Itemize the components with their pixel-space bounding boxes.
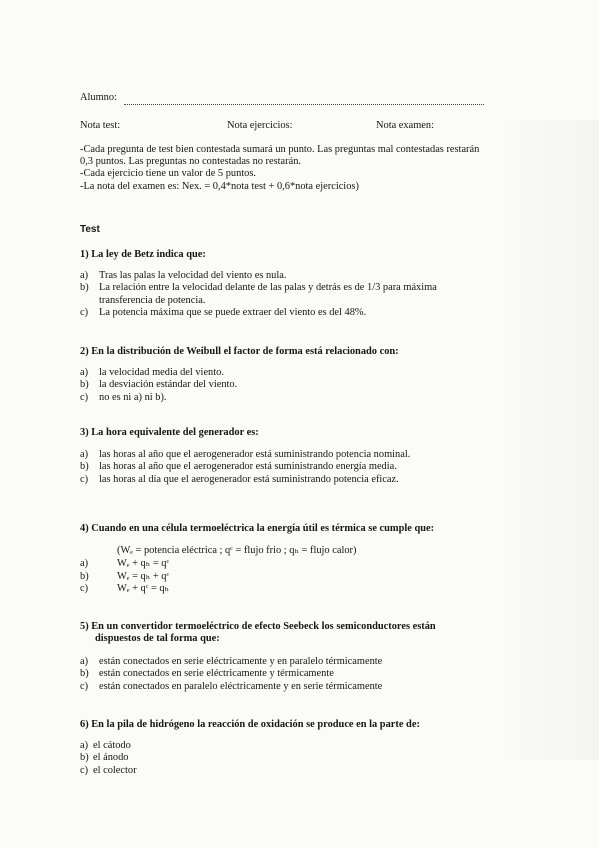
- question-1: [80, 249, 206, 261]
- question-title: 4) Cuando en una célula termoeléctrica la energía útil es térmica se cumple que:: [80, 523, 435, 534]
- option-b-continuation: transferencia de potencia.: [99, 294, 206, 306]
- rule-line: -Cada ejercicio tiene un valor de 5 puntos.: [80, 168, 257, 180]
- formula-legend: (Wₑ = potencia eléctrica ; qᶜ = flujo frio ; qₕ = flujo calor): [117, 545, 357, 556]
- rule-line: -La nota del examen es: Nex. = 0,4*nota test + 0,6*nota ejercicios): [80, 180, 359, 192]
- question-2: [80, 346, 399, 358]
- option-a: a) están conectados en serie eléctricamente y en paralelo térmicamente: [80, 656, 383, 667]
- question-5-options: [80, 656, 382, 693]
- question-4-body: [80, 545, 356, 596]
- question-2-options: [80, 367, 237, 404]
- option-a: a) el cátodo: [80, 740, 131, 751]
- option-a: a) Tras las palas la velocidad del viento es nula.: [80, 270, 287, 281]
- question-title: 6) En la pila de hidrógeno la reacción de oxidación se produce en la parte de:: [80, 719, 420, 730]
- question-5: [80, 621, 436, 645]
- option-c: c) Wₑ + qᶜ = qₕ: [80, 583, 170, 595]
- option-a: a) la velocidad media del viento.: [80, 367, 224, 378]
- nota-test-label: Nota test:: [80, 120, 121, 131]
- question-6-options: [80, 740, 137, 777]
- option-b: b) las horas al año que el aerogenerador está suministrando energía media.: [80, 461, 397, 473]
- question-title: 1) La ley de Betz indica que:: [80, 249, 206, 260]
- show-through-shading: [499, 120, 599, 760]
- nota-examen-label: Nota examen:: [376, 120, 434, 131]
- rules-block: [80, 144, 479, 193]
- nota-ejercicios-label: Nota ejercicios:: [227, 120, 293, 131]
- question-4: [80, 523, 434, 535]
- option-c: c) La potencia máxima que se puede extraer del viento es del 48%.: [80, 307, 367, 319]
- question-6: [80, 719, 420, 731]
- question-3-options: [80, 449, 410, 486]
- rule-line: -Cada pregunta de test bien contestada sumará un punto. Las preguntas mal contestadas restarán: [80, 144, 480, 155]
- question-title: 5) En un convertidor termoeléctrico de efecto Seebeck los semiconductores están: [80, 621, 436, 632]
- question-title: 3) La hora equivalente del generador es:: [80, 427, 259, 438]
- option-c: c) las horas al día que el aerogenerador está suministrando potencia eficaz.: [80, 473, 399, 485]
- question-title-continuation: dispuestos de tal forma que:: [95, 633, 220, 645]
- alumno-label: Alumno:: [80, 92, 117, 103]
- test-heading: Test: [80, 224, 100, 235]
- option-c: c) el colector: [80, 764, 137, 776]
- rule-line: 0,3 puntos. Las preguntas no contestadas no restarán.: [80, 156, 302, 168]
- option-c: c) están conectados en paralelo eléctricamente y en serie térmicamente: [80, 680, 383, 692]
- option-b: b) están conectados en serie eléctricamente y térmicamente: [80, 668, 334, 680]
- question-1-options: [80, 270, 437, 320]
- question-3: [80, 427, 259, 439]
- option-a: a) las horas al año que el aerogenerador está suministrando potencia nominal.: [80, 449, 411, 460]
- option-b: b) La relación entre la velocidad delante de las palas y detrás es de 1/3 para máxima: [80, 282, 437, 294]
- question-title: 2) En la distribución de Weibull el factor de forma está relacionado con:: [80, 346, 399, 357]
- option-b: b) el ánodo: [80, 752, 129, 764]
- option-c: c) no es ni a) ni b).: [80, 391, 167, 403]
- option-a: a) Wₑ + qₕ = qᶜ: [80, 558, 170, 569]
- option-b: b) Wₑ = qₕ + qᶜ: [80, 570, 170, 582]
- alumno-dotted-line: [124, 104, 484, 105]
- option-b: b) la desviación estándar del viento.: [80, 379, 238, 391]
